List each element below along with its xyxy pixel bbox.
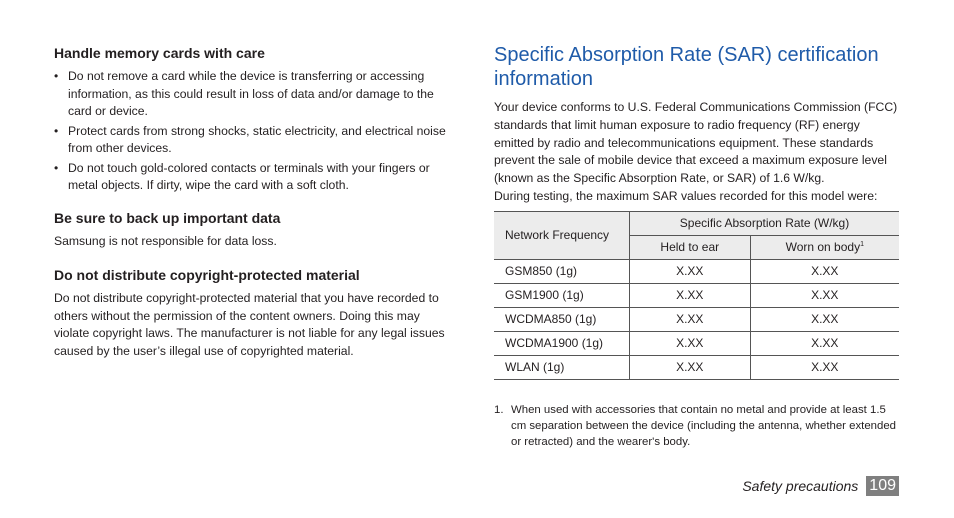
header-sar-group: Specific Absorption Rate (W/kg) [630,211,900,235]
bullet-icon: • [54,160,59,175]
cell-body: X.XX [750,259,899,283]
table-row [494,283,899,307]
bullet-icon: • [54,69,59,83]
footnote-text: When used with accessories that contain no metal and provide at least 1.5 cm separation between the device (including the antenna, whether extended or retracted) and the wearer's body. [511,403,897,448]
bullet-text: Do not touch gold-colored contacts or terminals with your fingers or metal objects. If dirty, wipe the card with a soft cloth. [68,160,430,192]
bullet-text: Protect cards from strong shocks, static electricity, and electrical noise from other devices. [68,123,446,155]
cell-network: GSM1900 (1g) [494,283,630,307]
cell-network: WCDMA850 (1g) [494,307,630,331]
backup-text: Samsung is not responsible for data loss. [54,233,277,248]
page-footer [742,476,899,496]
right-column [494,43,899,450]
sar-intro: Your device conforms to U.S. Federal Communications Commission (FCC) standards that limit human exposure to radio frequency (RF) energy emitted by radio and telecommunications equipment. These standards prevent the sale of mobile device that exceed a maximum exposure level (known as the Specific Absorption Rate, or SAR) of 1.6 W/kg. [494,100,898,186]
memory-bullet-list [54,68,452,195]
cell-body: X.XX [750,283,899,307]
page-number: 109 [866,476,899,496]
left-column [54,44,452,376]
footnote [494,402,899,450]
footnote-ref: 1 [860,241,864,249]
table-row [494,331,899,355]
cell-body: X.XX [750,307,899,331]
bullet-text: Do not remove a card while the device is transferring or accessing information, as this could result in loss of data and/or damage to the card or device. [68,69,434,118]
table-row [494,259,899,283]
header-network-frequency: Network Frequency [494,211,630,259]
cell-ear: X.XX [630,259,751,283]
cell-ear: X.XX [630,307,751,331]
cell-body: X.XX [750,331,899,355]
table-header-row [494,211,899,235]
list-item [54,68,452,121]
copyright-text: Do not distribute copyright-protected material that you have recorded to others without the permission of the content owners. Doing this may violate copyright laws. The manufacturer is not liable for any legal issues caused by the user’s illegal use of copyrighted material. [54,291,445,358]
copyright-heading: Do not distribute copyright-protected material [54,267,360,283]
cell-network: WCDMA1900 (1g) [494,331,630,355]
cell-ear: X.XX [630,283,751,307]
footnote-number: 1. [494,403,504,416]
list-item [54,123,452,158]
cell-ear: X.XX [630,355,751,379]
cell-ear: X.XX [630,331,751,355]
footer-section-title: Safety precautions [742,478,859,494]
header-worn-on-body-label: Worn on body [785,240,861,255]
sar-table [494,211,899,380]
backup-heading: Be sure to back up important data [54,209,281,226]
sar-title: Specific Absorption Rate (SAR) certification information [494,44,879,90]
bullet-icon: • [54,123,59,138]
header-held-to-ear: Held to ear [630,235,751,259]
sar-testing-text: During testing, the maximum SAR values recorded for this model were: [494,188,878,203]
cell-network: WLAN (1g) [494,355,630,379]
cell-network: GSM850 (1g) [494,259,630,283]
table-row [494,355,899,379]
memory-heading: Handle memory cards with care [54,45,265,61]
list-item [54,160,452,195]
header-worn-on-body [750,235,899,259]
table-row [494,307,899,331]
cell-body: X.XX [750,355,899,379]
